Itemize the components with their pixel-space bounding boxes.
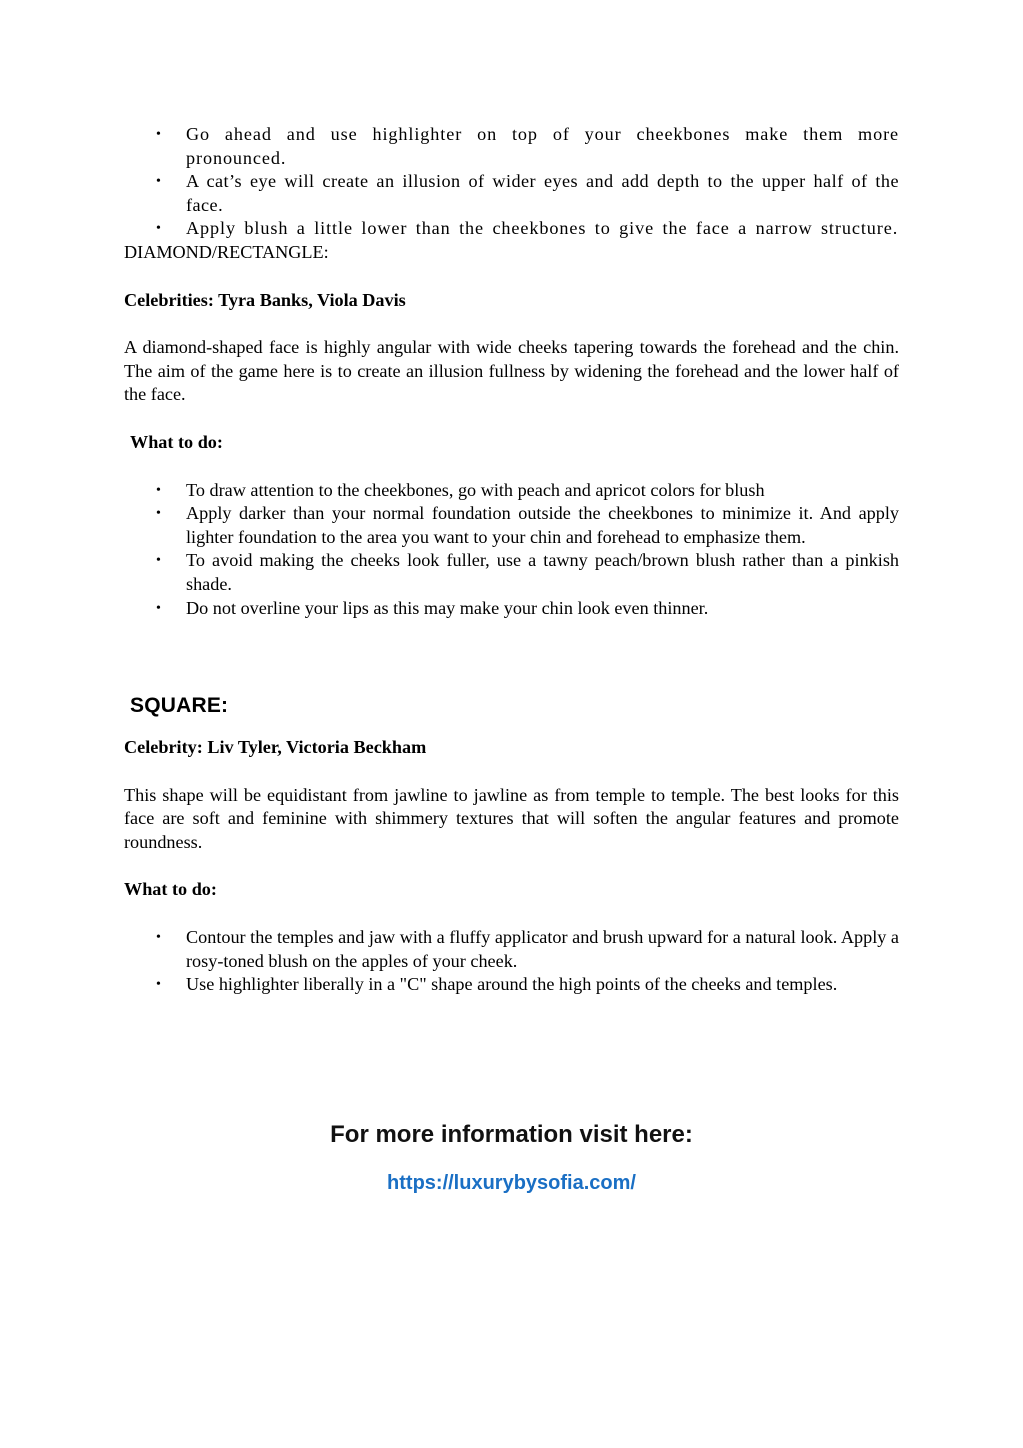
bullet-icon: • xyxy=(156,174,162,190)
bullet-icon: • xyxy=(156,930,161,946)
list-item: • To avoid making the cheeks look fuller, use a tawny peach/brown blush rather than a pinkish shade. xyxy=(156,550,899,594)
document-body xyxy=(124,123,899,997)
bullet-icon: • xyxy=(156,127,162,142)
bullet-icon: • xyxy=(156,221,162,237)
list-item: • Contour the temples and jaw with a fluffy applicator and brush upward for a natural look. Apply a rosy-toned blush on the apples of your cheek. xyxy=(156,927,899,971)
list-item: • Use highlighter liberally in a "C" shape around the high points of the cheeks and temples. xyxy=(124,973,899,997)
square-heading: SQUARE: xyxy=(130,694,229,718)
square-bullet-list xyxy=(124,926,899,997)
diamond-heading: DIAMOND/RECTANGLE: xyxy=(124,241,329,262)
list-item: • Do not overline your lips as this may make your chin look even thinner. xyxy=(124,597,899,621)
diamond-bullet-list xyxy=(124,479,899,621)
bullet-icon: • xyxy=(156,506,161,522)
square-description: This shape will be equidistant from jawline to jawline as from temple to temple. The best looks for this face are soft and feminine with shimmery textures that will soften the angular features and promote roundness. xyxy=(124,784,899,852)
list-item: • Go ahead and use highlighter on top of your cheekbones make them more pronounced. xyxy=(156,124,899,168)
list-item: • Apply darker than your normal foundation outside the cheekbones to minimize it. And apply lighter foundation to the area you want to your chin and forehead to emphasize them. xyxy=(156,503,899,547)
intro-bullet-list xyxy=(124,123,899,241)
bullet-icon: • xyxy=(156,977,161,993)
website-link[interactable]: https://luxurybysofia.com/ xyxy=(387,1172,636,1194)
list-item: • To draw attention to the cheekbones, go with peach and apricot colors for blush xyxy=(124,479,899,503)
diamond-what-to-do-heading: What to do: xyxy=(130,431,223,452)
diamond-description: A diamond-shaped face is highly angular with wide cheeks tapering towards the forehead and the chin. The aim of the game here is to create an illusion fullness by widening the forehead and the lower half of the face. xyxy=(124,337,899,405)
list-item: • A cat’s eye will create an illusion of wider eyes and add depth to the upper half of the face. xyxy=(156,171,899,215)
square-what-to-do-heading: What to do: xyxy=(124,879,217,900)
diamond-celebrities: Celebrities: Tyra Banks, Viola Davis xyxy=(124,289,406,310)
bullet-icon: • xyxy=(156,553,161,569)
bullet-icon: • xyxy=(156,482,161,498)
square-celebrity: Celebrity: Liv Tyler, Victoria Beckham xyxy=(124,737,427,758)
footer-title: For more information visit here: xyxy=(330,1121,693,1148)
bullet-icon: • xyxy=(156,600,161,616)
list-item: • Apply blush a little lower than the cheekbones to give the face a narrow structure. xyxy=(124,217,899,241)
